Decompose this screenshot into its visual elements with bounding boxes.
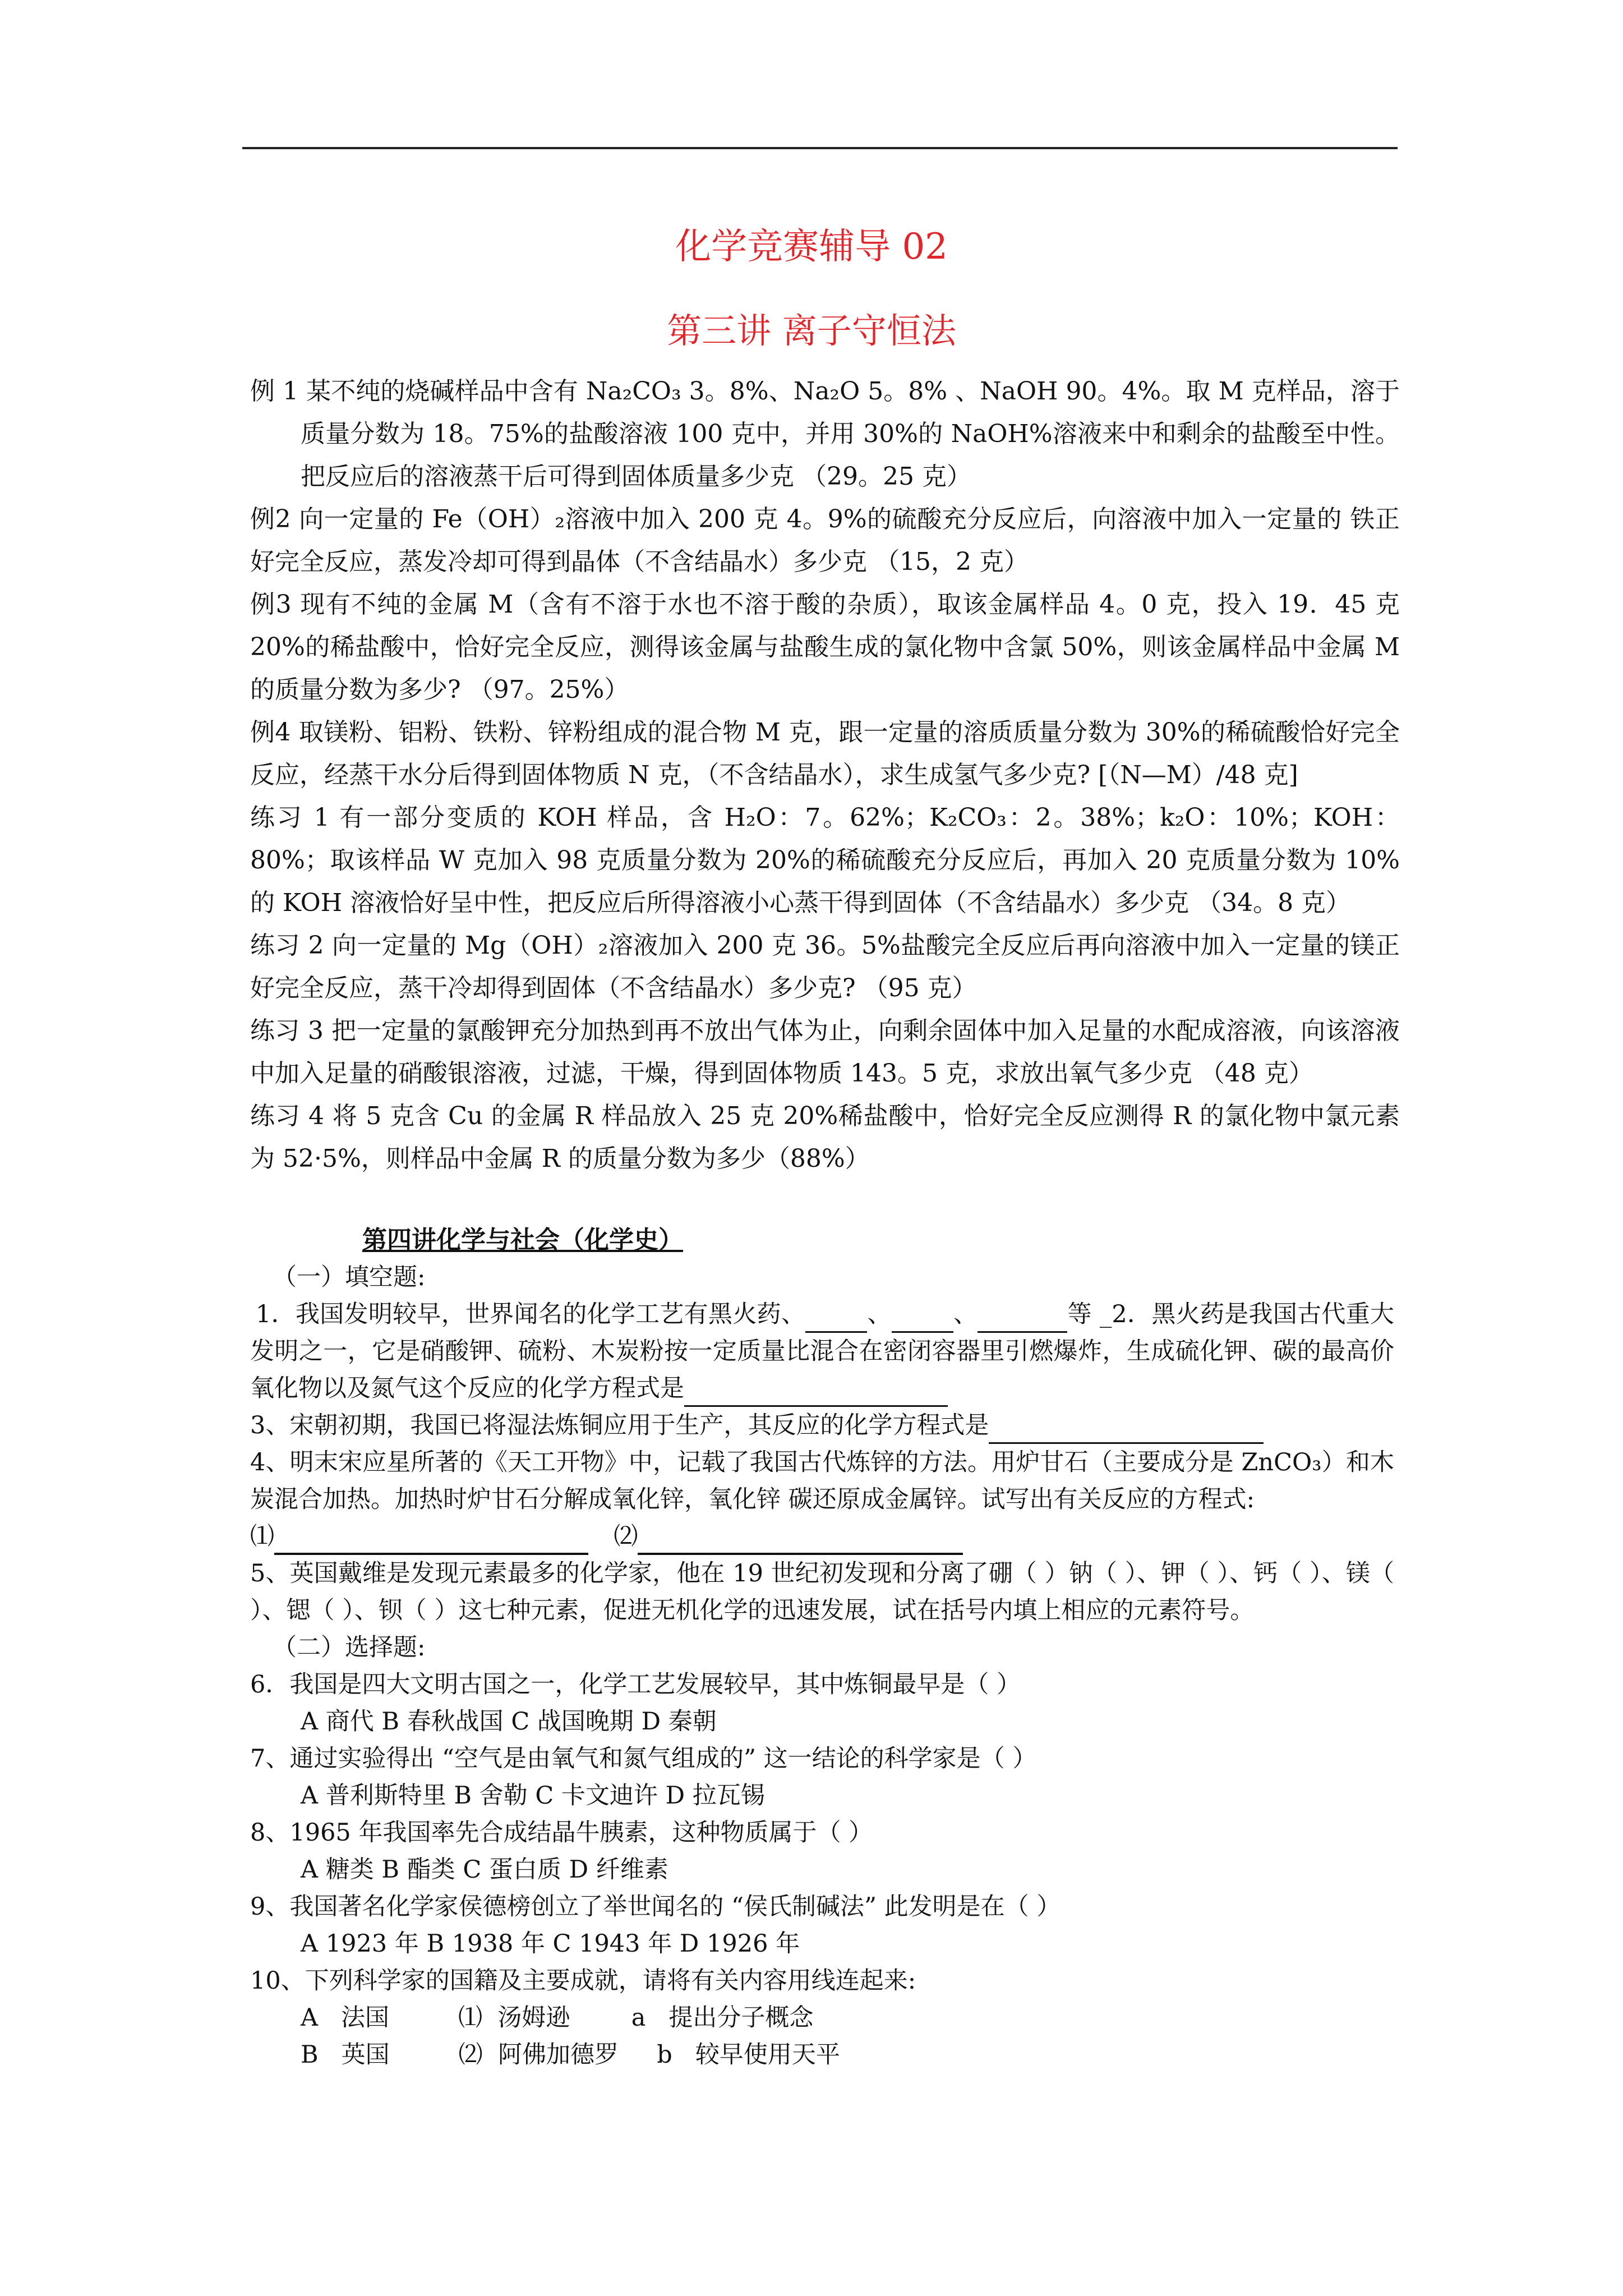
exercise-2: 练习 2 向一定量的 Mg（OH）₂溶液加入 200 克 36。5%盐酸完全反应后再向溶液中加入一定量的镁正好完全反应，蒸干冷却得到固体（不含结晶水）多少克? （95 克） [250,931,1400,1002]
answer-blank[interactable] [684,1379,948,1407]
document-title: 化学竞赛辅导 02 [675,226,948,268]
choice-title: （二）选择题: [273,1634,426,1662]
question-7-options: A 普利斯特里 B 舍勒 C 卡文迪许 D 拉瓦锡 [301,1782,765,1810]
question-1: 1．我国发明较早，世界闻名的化学工艺有黑火药、 、 、 等 _2．黑火药是我国古代重大发明之一，它是硝酸钾、硫粉、木炭粉按一定质量比混合在密闭容器里引燃爆炸，生成硫化钾、碳的最高价氧化物以及氮气这个反应的化学方程式是 [250,1296,1394,1407]
question-5: 5、英国戴维是发现元素最多的化学家，他在 19 世纪初发现和分离了硼（ ）钠（ ）、钾（ ）、钙（ ）、镁（ ）、锶（ ）、钡（ ）这七种元素，促进无机化学的迅速发展，试在括号内填上相应的元素符号。 [250,1559,1394,1625]
question-6-options: A 商代 B 春秋战国 C 战国晚期 D 秦朝 [301,1708,717,1736]
question-7: 7、通过实验得出 “空气是由氧气和氮气组成的” 这一结论的科学家是（ ） [250,1745,1037,1773]
lecture-title: 第三讲 离子守恒法 [667,310,956,351]
question-4-answers: ⑴ ⑵ [250,1518,1394,1555]
question-8: 8、1965 年我国率先合成结晶牛胰素，这种物质属于（ ） [250,1819,873,1847]
lecture3-body [250,370,1400,1180]
fill-in-title: （一）填空题: [273,1263,426,1291]
answer-blank[interactable] [805,1305,867,1333]
example-1: 例 1 某不纯的烧碱样品中含有 Na₂CO₃ 3。8%、Na₂O 5。8% 、NaOH 90。4%。取 M 克样品，溶于质量分数为 18。75%的盐酸溶液 100 克中，并用 30%的 NaOH%溶液来中和剩余的盐酸至中性。把反应后的溶液蒸干后可得到固体质量多少克 （29。25 克） [250,377,1400,491]
answer-blank[interactable] [638,1527,963,1555]
question-10-row-2: B 英国 ⑵ 阿佛加德罗 b 较早使用天平 [301,2041,840,2069]
answer-blank[interactable] [274,1527,588,1555]
question-3: 3、宋朝初期，我国已将湿法炼铜应用于生产，其反应的化学方程式是 [250,1407,1394,1444]
header-rule [242,147,1398,149]
question-9-options: A 1923 年 B 1938 年 C 1943 年 D 1926 年 [301,1930,800,1958]
exercise-4: 练习 4 将 5 克含 Cu 的金属 R 样品放入 25 克 20%稀盐酸中，恰好完全反应测得 R 的氯化物中氯元素为 52·5%，则样品中金属 R 的质量分数为多少（88%） [250,1102,1400,1173]
answer-blank[interactable] [892,1305,953,1333]
answer-blank[interactable] [989,1416,1264,1444]
lecture4-section [250,1222,1394,2073]
lecture4-heading: 第四讲化学与社会（化学史） [362,1226,683,1254]
question-9: 9、我国著名化学家侯德榜创立了举世闻名的 “侯氏制碱法” 此发明是在（ ） [250,1893,1061,1921]
example-3: 例3 现有不纯的金属 M（含有不溶于水也不溶于酸的杂质），取该金属样品 4。0 克，投入 19．45 克 20%的稀盐酸中，恰好完全反应，测得该金属与盐酸生成的氯化物中含氯 50%，则该金属样品中金属 M 的质量分数为多少? （97。25%） [250,590,1400,704]
exercise-1: 练习 1 有一部分变质的 KOH 样品，含 H₂O：7。62%；K₂CO₃：2。38%；k₂O：10%；KOH：80%；取该样品 W 克加入 98 克质量分数为 20%的稀硫酸充分反应后，再加入 20 克质量分数为 10%的 KOH 溶液恰好呈中性，把反应后所得溶液小心蒸干得到固体（不含结晶水）多少克 （34。8 克） [250,803,1400,917]
exercise-3: 练习 3 把一定量的氯酸钾充分加热到再不放出气体为止，向剩余固体中加入足量的水配成溶液，向该溶液中加入足量的硝酸银溶液，过滤，干燥，得到固体物质 143。5 克，求放出氧气多少克 （48 克） [250,1016,1400,1088]
question-4: 4、明末宋应星所著的《天工开物》中，记载了我国古代炼锌的方法。用炉甘石（主要成分是 ZnCO₃）和木炭混合加热。加热时炉甘石分解成氧化锌，氧化锌 碳还原成金属锌。试写出有关反应的方程式: [250,1448,1394,1513]
answer-blank[interactable] [978,1305,1067,1333]
question-2: _2．黑火药是我国古代重大发明之一，它是硝酸钾、硫粉、木炭粉按一定质量比混合在密闭容器里引燃爆炸，生成硫化钾、碳的最高价氧化物以及氮气这个反应的化学方程式是 [250,1300,1395,1402]
example-4: 例4 取镁粉、铝粉、铁粉、锌粉组成的混合物 M 克，跟一定量的溶质质量分数为 30%的稀硫酸恰好完全反应，经蒸干水分后得到固体物质 N 克，（不含结晶水），求生成氢气多少克? [（N—M）/48 克] [250,718,1400,789]
question-10: 10、下列科学家的国籍及主要成就，请将有关内容用线连起来: [250,1967,916,1995]
example-2: 例2 向一定量的 Fe（OH）₂溶液中加入 200 克 4。9%的硫酸充分反应后，向溶液中加入一定量的 铁正好完全反应，蒸发冷却可得到晶体（不含结晶水）多少克 （15，2 克） [250,505,1400,576]
question-10-row-1: A 法国 ⑴ 汤姆逊 a 提出分子概念 [301,2004,814,2032]
question-8-options: A 糖类 B 酯类 C 蛋白质 D 纤维素 [301,1856,668,1884]
question-6: 6．我国是四大文明古国之一，化学工艺发展较早，其中炼铜最早是（ ） [250,1671,1021,1699]
